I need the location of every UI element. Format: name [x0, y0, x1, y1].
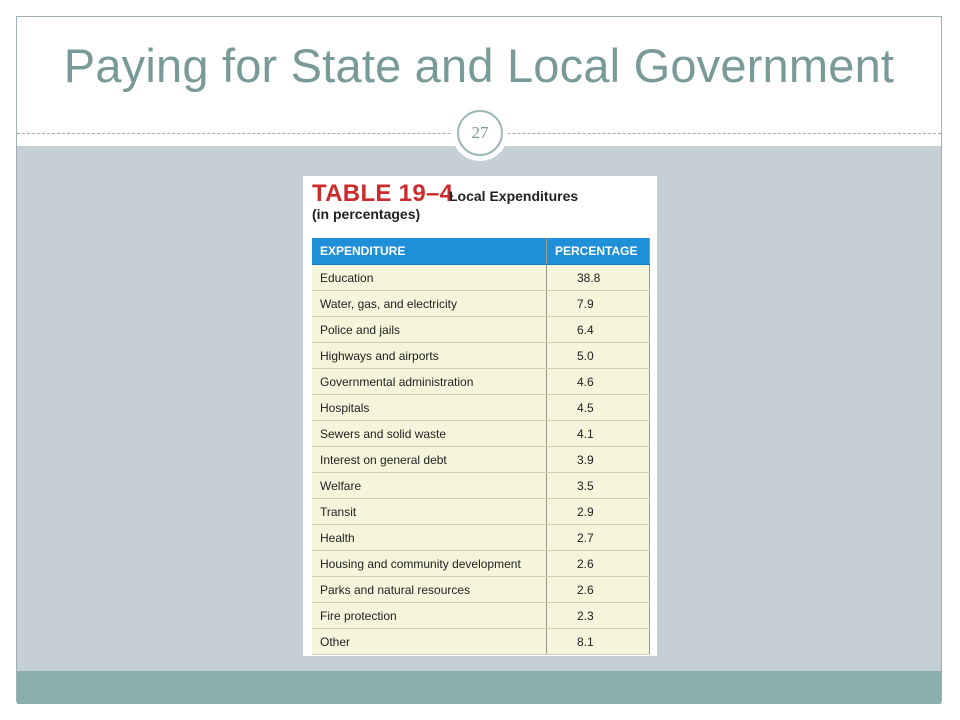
percentage-cell: 4.5	[547, 395, 650, 421]
table-row	[312, 317, 650, 343]
expenditure-cell: Welfare	[312, 473, 547, 499]
percentage-cell: 6.4	[547, 317, 650, 343]
percentage-cell: 2.7	[547, 525, 650, 551]
percentage-cell: 38.8	[547, 265, 650, 291]
percentage-cell: 3.5	[547, 473, 650, 499]
table-row	[312, 629, 650, 655]
percentage-cell: 4.6	[547, 369, 650, 395]
table-row	[312, 551, 650, 577]
expenditure-cell: Health	[312, 525, 547, 551]
percentage-cell: 2.6	[547, 551, 650, 577]
expenditure-cell: Governmental administration	[312, 369, 547, 395]
expenditure-cell: Interest on general debt	[312, 447, 547, 473]
table-row	[312, 603, 650, 629]
table-row	[312, 291, 650, 317]
percentage-cell: 2.9	[547, 499, 650, 525]
table-row	[312, 577, 650, 603]
table-row	[312, 395, 650, 421]
expenditure-cell: Education	[312, 265, 547, 291]
table-row	[312, 421, 650, 447]
table-row	[312, 473, 650, 499]
table-row	[312, 265, 650, 291]
expenditure-cell: Transit	[312, 499, 547, 525]
percentage-cell: 4.1	[547, 421, 650, 447]
percentage-cell: 7.9	[547, 291, 650, 317]
table-row	[312, 447, 650, 473]
table-name: Local Expenditures	[449, 188, 579, 204]
percentage-cell: 5.0	[547, 343, 650, 369]
slide-title: Paying for State and Local Government	[63, 39, 895, 92]
table-row	[312, 499, 650, 525]
expenditure-cell: Highways and airports	[312, 343, 547, 369]
percentage-cell: 2.3	[547, 603, 650, 629]
slide-number: 27	[457, 110, 503, 156]
expenditure-cell: Water, gas, and electricity	[312, 291, 547, 317]
slide-number-badge	[452, 105, 508, 161]
table-subtitle: (in percentages)	[312, 206, 421, 222]
expenditure-cell: Fire protection	[312, 603, 547, 629]
table-row	[312, 369, 650, 395]
expenditure-cell: Housing and community development	[312, 551, 547, 577]
expenditure-cell: Parks and natural resources	[312, 577, 547, 603]
column-header-expenditure: EXPENDITURE	[312, 238, 547, 265]
table-image	[303, 176, 657, 656]
table-header-row	[312, 238, 650, 265]
percentage-cell: 3.9	[547, 447, 650, 473]
table-row	[312, 343, 650, 369]
expenditure-cell: Sewers and solid waste	[312, 421, 547, 447]
expenditure-table	[312, 238, 650, 655]
expenditure-cell: Hospitals	[312, 395, 547, 421]
expenditure-cell: Police and jails	[312, 317, 547, 343]
column-header-percentage: PERCENTAGE	[547, 238, 650, 265]
footer-band	[17, 671, 941, 704]
table-row	[312, 525, 650, 551]
percentage-cell: 8.1	[547, 629, 650, 655]
table-label: TABLE 19–4	[312, 180, 454, 207]
expenditure-cell: Other	[312, 629, 547, 655]
percentage-cell: 2.6	[547, 577, 650, 603]
